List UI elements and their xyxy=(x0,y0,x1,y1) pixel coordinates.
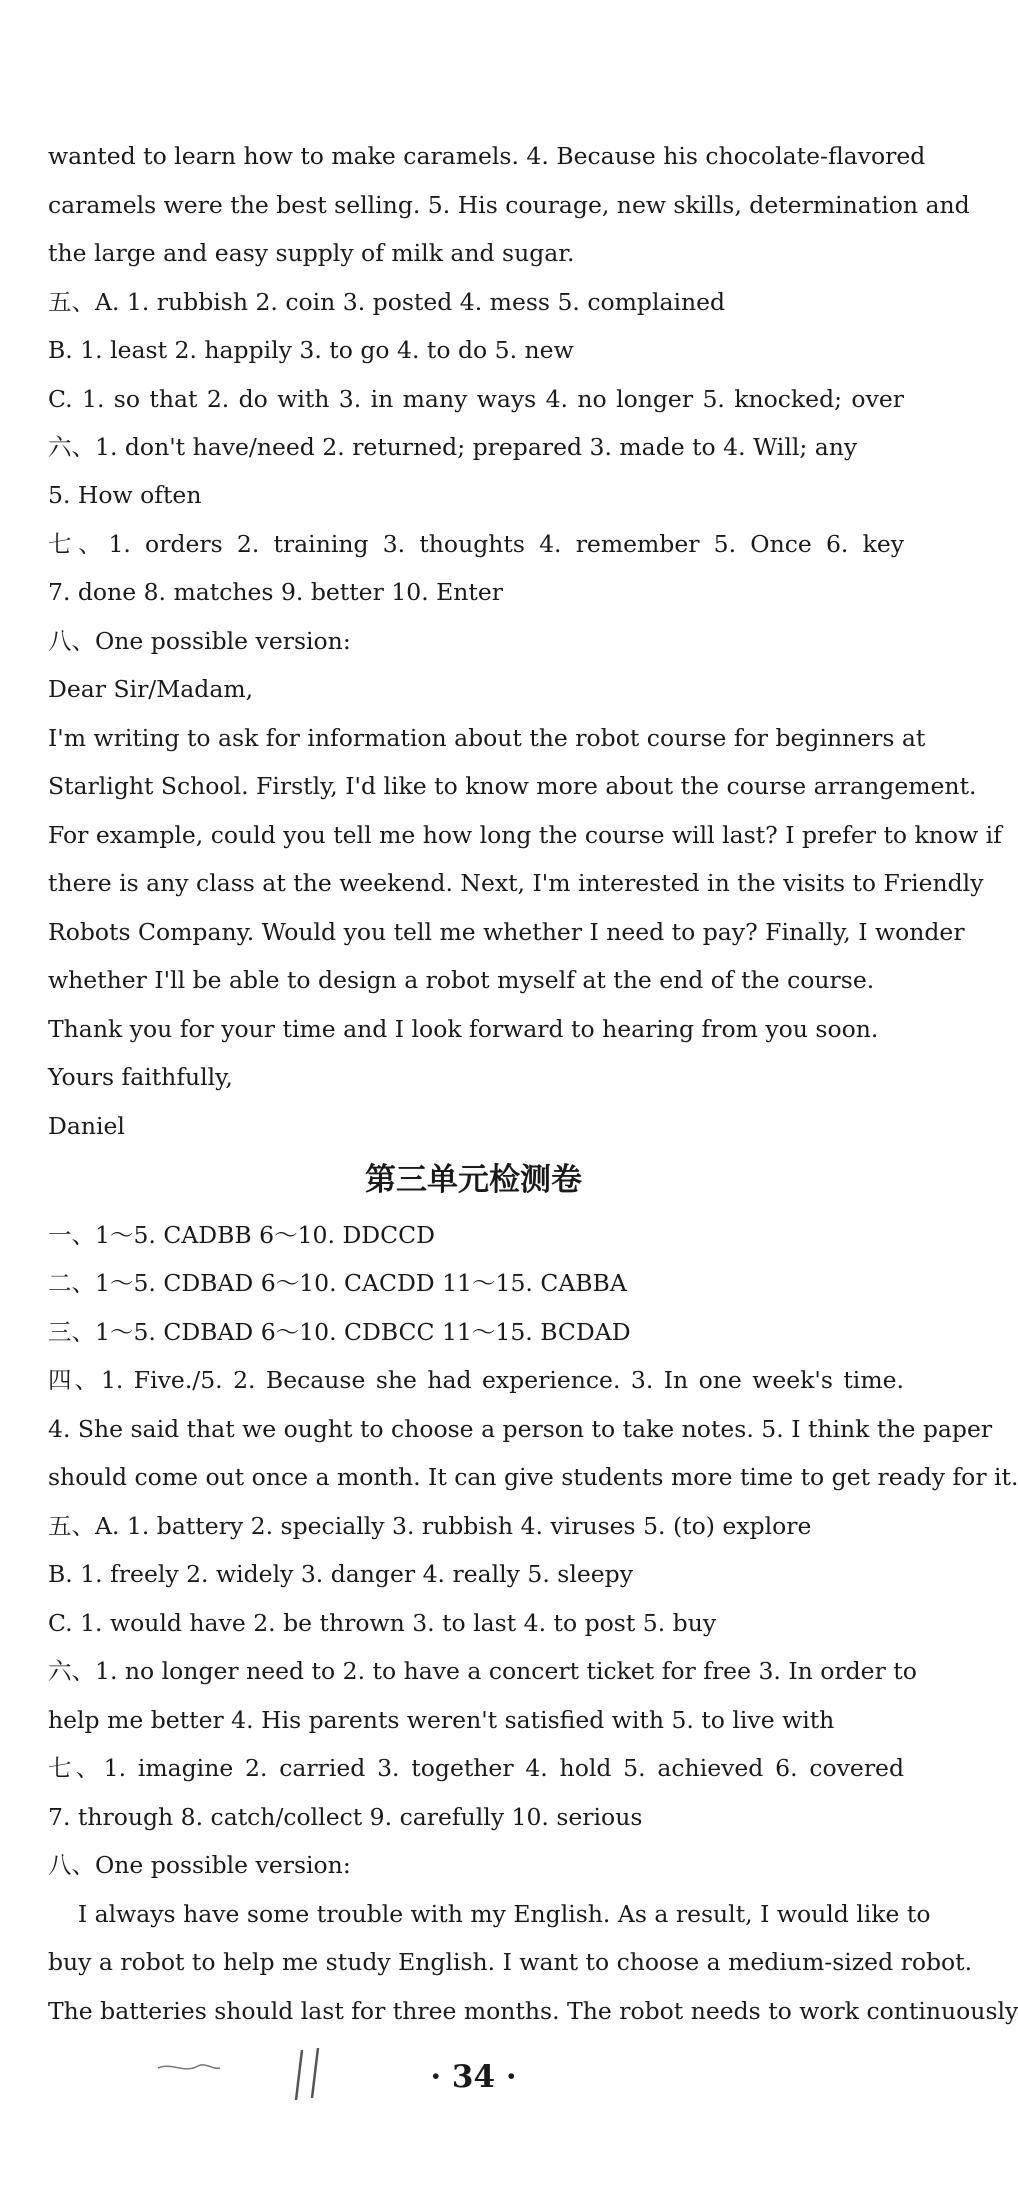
text-line: 4. She said that we ought to choose a person to take notes. 5. I think the paper xyxy=(48,1415,993,1443)
text-line: For example, could you tell me how long the course will last? I prefer to know if xyxy=(48,821,1002,849)
text-line: Dear Sir/Madam, xyxy=(48,675,254,703)
text-line: help me better 4. His parents weren't satisfied with 5. to live with xyxy=(48,1706,835,1734)
text-line: 四、1. Five./5. 2. Because she had experience. 3. In one week's time. xyxy=(48,1366,904,1394)
page-number: · 34 · xyxy=(430,2059,517,2095)
text-line: 六、1. don't have/need 2. returned; prepared 3. made to 4. Will; any xyxy=(48,433,858,461)
text-line: 5. How often xyxy=(48,481,202,509)
text-line: 六、1. no longer need to 2. to have a concert ticket for free 3. In order to xyxy=(48,1657,917,1685)
text-line: there is any class at the weekend. Next, I'm interested in the visits to Friendly xyxy=(48,869,984,897)
text-line: Thank you for your time and I look forward to hearing from you soon. xyxy=(48,1015,879,1043)
text-line: I'm writing to ask for information about the robot course for beginners at xyxy=(48,724,926,752)
text-line: 五、A. 1. battery 2. specially 3. rubbish 4. viruses 5. (to) explore xyxy=(48,1512,812,1540)
text-line: should come out once a month. It can give students more time to get ready for it. xyxy=(48,1463,1018,1491)
text-line: 八、One possible version: xyxy=(48,627,351,655)
text-line: B. 1. least 2. happily 3. to go 4. to do 5. new xyxy=(48,336,574,364)
text-line: caramels were the best selling. 5. His courage, new skills, determination and xyxy=(48,191,970,219)
text-line: 七、1. imagine 2. carried 3. together 4. hold 5. achieved 6. covered xyxy=(48,1754,904,1782)
text-line: 二、1～5. CDBAD 6～10. CACDD 11～15. CABBA xyxy=(48,1269,627,1297)
text-line: B. 1. freely 2. widely 3. danger 4. really 5. sleepy xyxy=(48,1560,633,1588)
text-line: Starlight School. Firstly, I'd like to know more about the course arrangement. xyxy=(48,772,977,800)
text-line: 八、One possible version: xyxy=(48,1851,351,1879)
text-line: Yours faithfully, xyxy=(48,1063,233,1091)
text-line: I always have some trouble with my English. As a result, I would like to xyxy=(48,1900,931,1928)
text-line: 五、A. 1. rubbish 2. coin 3. posted 4. mess 5. complained xyxy=(48,288,726,316)
text-line: wanted to learn how to make caramels. 4. Because his chocolate-flavored xyxy=(48,142,926,170)
text-line: C. 1. so that 2. do with 3. in many ways 4. no longer 5. knocked; over xyxy=(48,385,904,413)
text-line: C. 1. would have 2. be thrown 3. to last 4. to post 5. buy xyxy=(48,1609,717,1637)
text-line: 三、1～5. CDBAD 6～10. CDBCC 11～15. BCDAD xyxy=(48,1318,631,1346)
text-line: 7. through 8. catch/collect 9. carefully 10. serious xyxy=(48,1803,643,1831)
text-line: 一、1～5. CADBB 6～10. DDCCD xyxy=(48,1221,435,1249)
section-title: 第三单元检测卷 xyxy=(365,1162,582,1198)
text-line: Robots Company. Would you tell me whether I need to pay? Finally, I wonder xyxy=(48,918,965,946)
text-line: 7. done 8. matches 9. better 10. Enter xyxy=(48,578,504,606)
text-line: whether I'll be able to design a robot myself at the end of the course. xyxy=(48,966,875,994)
text-line: buy a robot to help me study English. I want to choose a medium-sized robot. xyxy=(48,1948,973,1976)
text-line: Daniel xyxy=(48,1112,125,1140)
text-line: The batteries should last for three months. The robot needs to work continuously xyxy=(48,1997,1018,2025)
text-line: the large and easy supply of milk and sugar. xyxy=(48,239,575,267)
text-line: 七、1. orders 2. training 3. thoughts 4. remember 5. Once 6. key xyxy=(48,530,904,558)
